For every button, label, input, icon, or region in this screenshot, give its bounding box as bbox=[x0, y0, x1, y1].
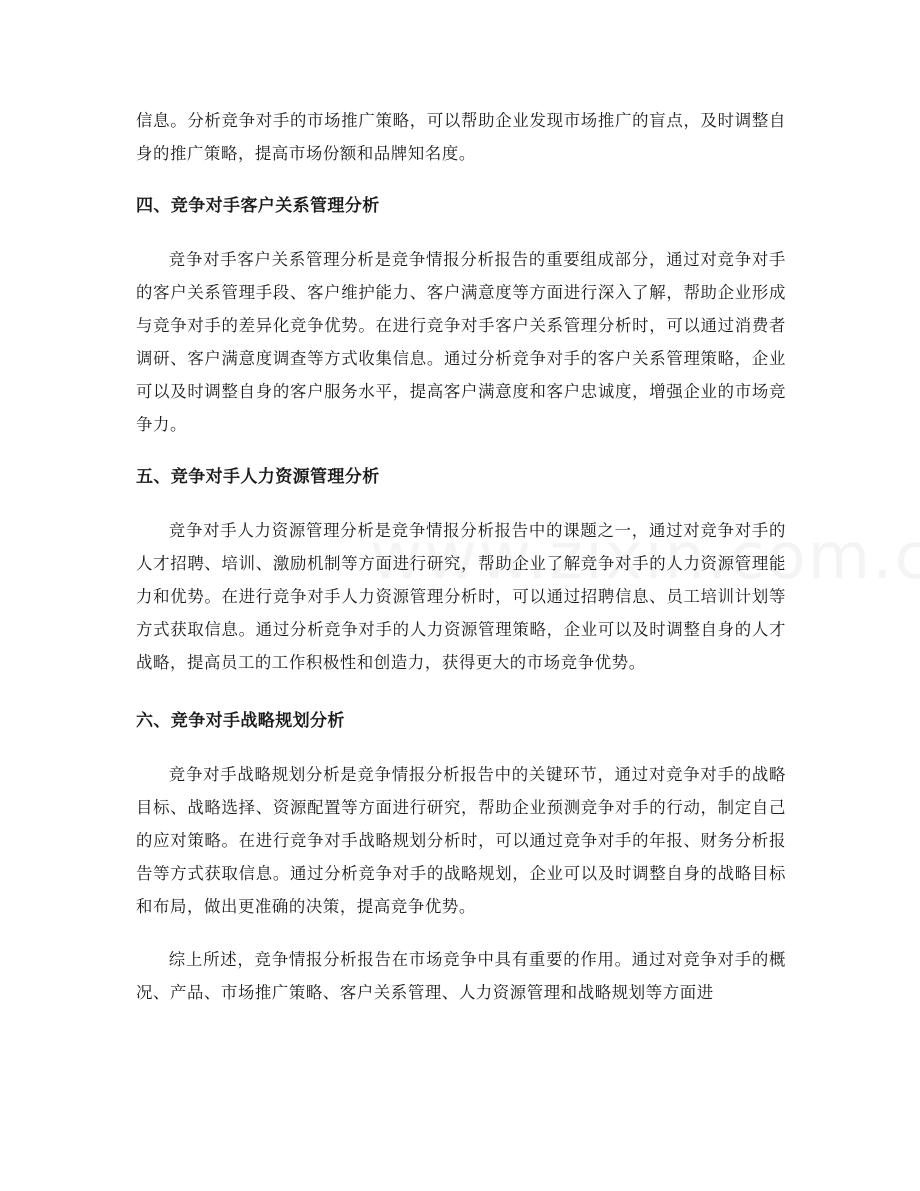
section-body-6: 竞争对手战略规划分析是竞争情报分析报告中的关键环节，通过对竞争对手的战略目标、战略选择、资源配置等方面进行研究，帮助企业预测竞争对手的行动，制定自己的应对策略。在进行竞争对手战略规划分析时，可以通过竞争对手的年报、财务分析报告等方式获取信息。通过分析竞争对手的战略规划，企业可以及时调整自身的战略目标和布局，做出更准确的决策，提高竞争优势。 bbox=[136, 765, 786, 916]
section-heading-6: 六、竞争对手战略规划分析 bbox=[136, 711, 345, 731]
document-content bbox=[136, 104, 786, 1009]
section-heading-4: 四、竞争对手客户关系管理分析 bbox=[136, 196, 380, 216]
section-body-4: 竞争对手客户关系管理分析是竞争情报分析报告的重要组成部分，通过对竞争对手的客户关系管理手段、客户维护能力、客户满意度等方面进行深入了解，帮助企业形成与竞争对手的差异化竞争优势。在进行竞争对手客户关系管理分析时，可以通过消费者调研、客户满意度调查等方式收集信息。通过分析竞争对手的客户关系管理策略，企业可以及时调整自身的客户服务水平，提高客户满意度和客户忠诚度，增强企业的市场竞争力。 bbox=[136, 250, 786, 434]
intro-paragraph: 信息。分析竞争对手的市场推广策略，可以帮助企业发现市场推广的盲点，及时调整自身的推广策略，提高市场份额和品牌知名度。 bbox=[136, 111, 786, 163]
conclusion-paragraph: 综上所述，竞争情报分析报告在市场竞争中具有重要的作用。通过对竞争对手的概况、产品、市场推广策略、客户关系管理、人力资源管理和战略规划等方面进 bbox=[136, 950, 786, 1002]
section-body-5: 竞争对手人力资源管理分析是竞争情报分析报告中的课题之一，通过对竞争对手的人才招聘、培训、激励机制等方面进行研究，帮助企业了解竞争对手的人力资源管理能力和优势。在进行竞争对手人力资源管理分析时，可以通过招聘信息、员工培训计划等方式获取信息。通过分析竞争对手的人力资源管理策略，企业可以及时调整自身的人才战略，提高员工的工作积极性和创造力，获得更大的市场竞争优势。 bbox=[136, 521, 786, 672]
section-heading-5: 五、竞争对手人力资源管理分析 bbox=[136, 467, 380, 487]
